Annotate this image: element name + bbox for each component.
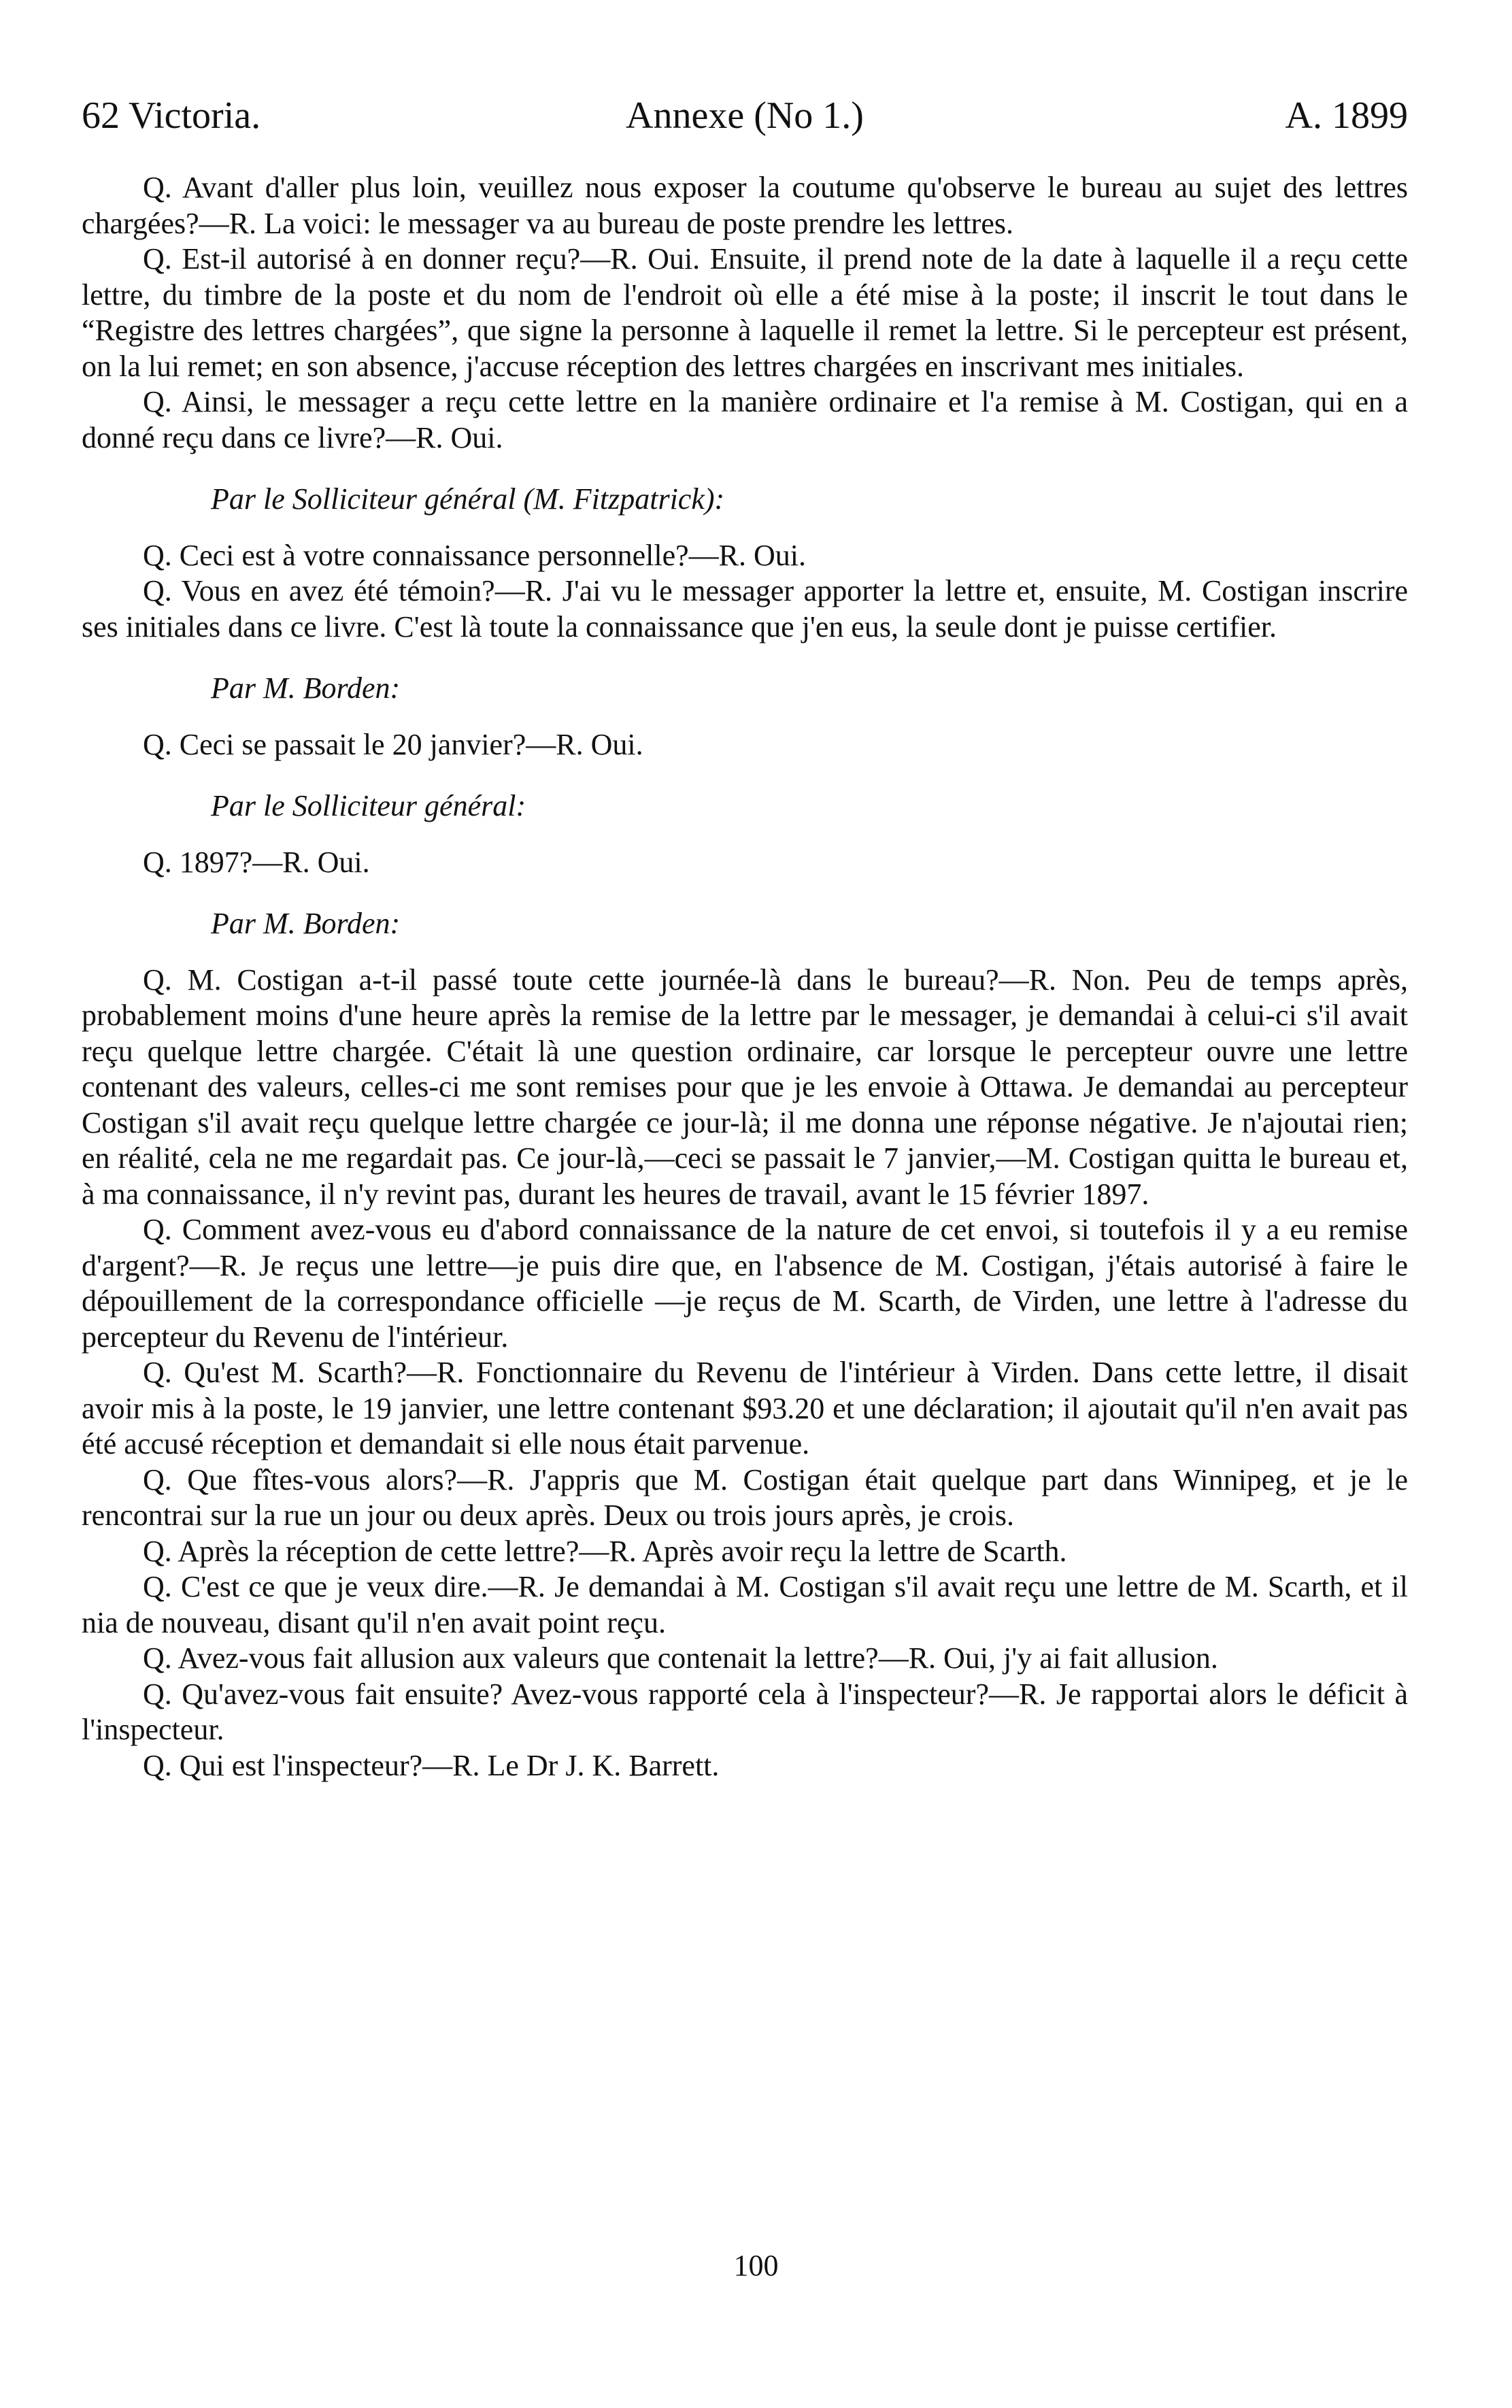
speaker-heading: Par le Solliciteur général (M. Fitzpatrick):	[211, 482, 725, 516]
testimony-body	[82, 170, 1408, 1784]
qa-paragraph: Q. Après la réception de cette lettre?—R. Après avoir reçu la lettre de Scarth.	[143, 1534, 1067, 1568]
running-header	[82, 88, 1408, 143]
qa-paragraph: Q. Qu'est M. Scarth?—R. Fonctionnaire du Revenu de l'intérieur à Virden. Dans cette lettre, il disait avoir mis à la poste, le 19 janvier, une lettre contenant $93.20 et une déclaration; il ajoutait qu'il n'en avait pas été accusé réception et demandait si elle nous était parvenue.	[82, 1356, 1408, 1460]
page-number: 100	[733, 2249, 779, 2282]
qa-paragraph: Q. Ceci se passait le 20 janvier?—R. Oui.	[143, 727, 643, 761]
document-page	[82, 88, 1408, 1784]
qa-paragraph: Q. 1897?—R. Oui.	[143, 845, 370, 879]
header-year: A. 1899	[1285, 95, 1408, 137]
qa-paragraph: Q. Ainsi, le messager a reçu cette lettre en la manière ordinaire et l'a remise à M. Costigan, qui en a donné reçu dans ce livre?—R. Oui.	[82, 385, 1408, 454]
qa-paragraph: Q. Que fîtes-vous alors?—R. J'appris que M. Costigan était quelque part dans Winnipeg, et je le rencontrai sur la rue un jour ou deux après. Deux ou trois jours après, je crois.	[82, 1462, 1408, 1532]
qa-paragraph: Q. Qu'avez-vous fait ensuite? Avez-vous rapporté cela à l'inspecteur?—R. Je rapportai alors le déficit à l'inspecteur.	[82, 1677, 1408, 1746]
qa-paragraph: Q. Avez-vous fait allusion aux valeurs que contenait la lettre?—R. Oui, j'y ai fait allusion.	[143, 1641, 1218, 1675]
qa-paragraph: Q. Qui est l'inspecteur?—R. Le Dr J. K. Barrett.	[143, 1748, 720, 1782]
qa-paragraph: Q. C'est ce que je veux dire.—R. Je demandai à M. Costigan s'il avait reçu une lettre de M. Scarth, et il nia de nouveau, disant qu'il n'en avait point reçu.	[82, 1570, 1408, 1639]
qa-paragraph: Q. Avant d'aller plus loin, veuillez nous exposer la coutume qu'observe le bureau au sujet des lettres chargées?—R. La voici: le messager va au bureau de poste prendre les lettres.	[82, 171, 1408, 240]
qa-paragraph: Q. Comment avez-vous eu d'abord connaissance de la nature de cet envoi, si toutefois il y a eu remise d'argent?—R. Je reçus une lettre—je puis dire que, en l'absence de M. Costigan, j'étais autorisé à faire le dépouillement de la correspondance officielle —je reçus de M. Scarth, de Virden, une lettre à l'adresse du percepteur du Revenu de l'intérieur.	[82, 1213, 1408, 1354]
qa-paragraph: Q. M. Costigan a-t-il passé toute cette journée-là dans le bureau?—R. Non. Peu de temps après, probablement moins d'une heure après la remise de la lettre par le messager, je demandai à celui-ci s'il avait reçu quelque lettre chargée. C'était là une question ordinaire, car lorsque le percepteur ouvre une lettre contenant des valeurs, celles-ci me sont remises pour que je les envoie à Ottawa. Je demandai au percepteur Costigan s'il avait reçu quelque lettre chargée ce jour-là; il me donna une réponse négative. Je n'ajoutai rien; en réalité, cela ne me regardait pas. Ce jour-là,—ceci se passait le 7 janvier,—M. Costigan quitta le bureau et, à ma connaissance, il n'y revint pas, durant les heures de travail, avant le 15 février 1897.	[82, 963, 1408, 1211]
qa-paragraph: Q. Est-il autorisé à en donner reçu?—R. Oui. Ensuite, il prend note de la date à laquelle il a reçu cette lettre, du timbre de la poste et du nom de l'endroit où elle a été mise à la poste; il inscrit le tout dans le “Registre des lettres chargées”, que signe la personne à laquelle il remet la lettre. Si le percepteur est présent, on la lui remet; en son absence, j'accuse réception des lettres chargées en inscrivant mes initiales.	[82, 242, 1408, 383]
speaker-heading: Par M. Borden:	[211, 671, 401, 705]
qa-paragraph: Q. Vous en avez été témoin?—R. J'ai vu le messager apporter la lettre et, ensuite, M. Costigan inscrire ses initiales dans ce livre. C'est là toute la connaissance que j'en eus, la seule dont je puisse certifier.	[82, 574, 1408, 643]
header-annex: Annexe (No 1.)	[626, 95, 864, 137]
header-session: 62 Victoria.	[82, 95, 261, 137]
speaker-heading: Par le Solliciteur général:	[211, 789, 526, 822]
speaker-heading: Par M. Borden:	[211, 907, 401, 940]
qa-paragraph: Q. Ceci est à votre connaissance personnelle?—R. Oui.	[143, 538, 807, 572]
